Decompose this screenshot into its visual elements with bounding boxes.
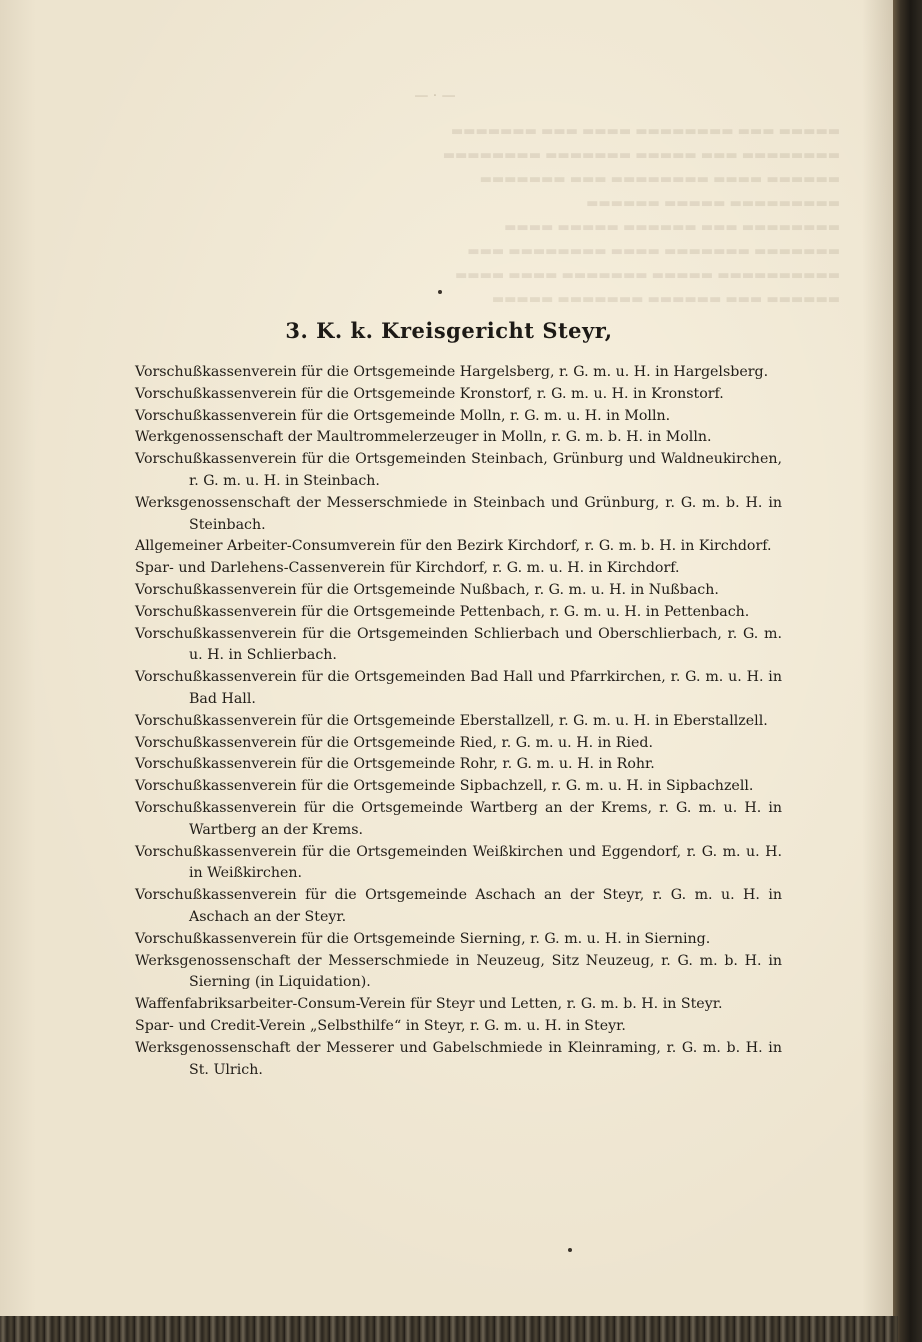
- list-item: Spar- und Darlehens-Cassenverein für Kirchdorf, r. G. m. u. H. in Kirchdorf.: [135, 560, 680, 577]
- list-item: Vorschußkassenverein für die Ortsgemeinde Eberstallzell, r. G. m. u. H. in Eberstallzell.: [135, 712, 768, 729]
- list-item: Vorschußkassenverein für die Ortsgemeinde Sipbachzell, r. G. m. u. H. in Sipbachzell.: [135, 778, 754, 795]
- list-item: Werksgenossenschaft der Messerschmiede in Steinbach und Grünburg, r. G. m. b. H. in Steinbach.: [135, 494, 782, 533]
- list-item: Vorschußkassenverein für die Ortsgemeinden Weißkirchen und Eggendorf, r. G. m. u. H. in Weißkirchen.: [135, 843, 782, 882]
- list-item: Vorschußkassenverein für die Ortsgemeinde Aschach an der Steyr, r. G. m. u. H. in Aschach an der Steyr.: [135, 887, 782, 925]
- list-item: Werkgenossenschaft der Maultrommelerzeuger in Molln, r. G. m. b. H. in Molln.: [135, 429, 712, 446]
- list-item: Vorschußkassenverein für die Ortsgemeinde Kronstorf, r. G. m. u. H. in Kronstorf.: [135, 385, 724, 402]
- list-item: Werksgenossenschaft der Messerschmiede in Neuzeug, Sitz Neuzeug, r. G. m. b. H. in Sierning (in Liquidation).: [135, 952, 782, 991]
- list-item: Vorschußkassenverein für die Ortsgemeinde Rohr, r. G. m. u. H. in Rohr.: [135, 756, 655, 773]
- bleed-through-text: ▬▬▬▬▬ ▬▬▬ ▬▬▬▬▬▬▬▬ ▬▬▬▬ ▬▬▬ ▬▬▬▬▬▬▬ ▬▬▬▬▬▬▬▬ ▬▬▬ ▬▬▬▬▬ ▬▬▬▬▬▬▬ ▬▬▬▬▬▬▬▬ ▬▬▬▬▬▬ ▬▬▬▬ ▬▬▬▬▬▬▬▬ ▬▬▬ ▬▬▬▬▬▬▬ ▬▬▬▬▬▬▬▬▬ ▬▬▬▬▬ ▬▬▬▬▬▬ ▬▬▬▬▬▬▬▬ ▬▬▬ ▬▬▬▬▬▬ ▬▬▬▬▬ ▬▬▬▬ ▬▬▬▬▬▬▬ ▬▬▬▬▬▬▬ ▬▬▬▬ ▬▬▬▬▬▬▬▬ ▬▬▬ ▬▬▬▬▬▬▬▬▬▬ ▬▬▬▬▬ ▬▬▬▬▬▬▬ ▬▬▬▬ ▬▬▬▬ ▬▬▬▬▬▬ ▬▬▬ ▬▬▬▬▬▬ ▬▬▬▬▬▬▬ ▬▬▬▬▬: [442, 124, 840, 307]
- ink-speck: [568, 1248, 572, 1252]
- list-item: Werksgenossenschaft der Messerer und Gabelschmiede in Kleinraming, r. G. m. b. H. in St. Ulrich.: [135, 1039, 782, 1078]
- list-item: Vorschußkassenverein für die Ortsgemeinde Nußbach, r. G. m. u. H. in Nußbach.: [135, 581, 719, 598]
- bleed-page-number: — · —: [414, 88, 456, 104]
- list-item: Allgemeiner Arbeiter-Consumverein für den Bezirk Kirchdorf, r. G. m. b. H. in Kirchdorf.: [135, 538, 772, 555]
- list-item: Vorschußkassenverein für die Ortsgemeinden Steinbach, Grünburg und Waldneukirchen, r. G. m. u. H. in Steinbach.: [135, 451, 782, 489]
- list-item: Spar- und Credit-Verein „Selbsthilfe“ in Steyr, r. G. m. u. H. in Steyr.: [135, 1017, 626, 1034]
- book-binding-edge: [893, 0, 922, 1342]
- list-item: Vorschußkassenverein für die Ortsgemeinden Schlierbach und Oberschlierbach, r. G. m. u. H. in Schlierbach.: [135, 625, 782, 664]
- cooperative-list: [135, 362, 782, 1081]
- list-item: Vorschußkassenverein für die Ortsgemeinde Wartberg an der Krems, r. G. m. u. H. in Wartberg an der Krems.: [135, 799, 782, 838]
- list-item: Vorschußkassenverein für die Ortsgemeinden Bad Hall und Pfarrkirchen, r. G. m. u. H. in Bad Hall.: [135, 669, 782, 707]
- list-item: Vorschußkassenverein für die Ortsgemeinde Molln, r. G. m. u. H. in Molln.: [135, 407, 671, 424]
- section-heading: 3. K. k. Kreisgericht Steyr,: [285, 318, 613, 343]
- list-item: Waffenfabriksarbeiter-Consum-Verein für Steyr und Letten, r. G. m. b. H. in Steyr.: [135, 996, 723, 1013]
- list-item: Vorschußkassenverein für die Ortsgemeinde Hargelsberg, r. G. m. u. H. in Hargelsberg.: [135, 364, 769, 380]
- list-item: Vorschußkassenverein für die Ortsgemeinde Pettenbach, r. G. m. u. H. in Pettenbach.: [135, 603, 750, 620]
- page-bottom-edge: [0, 1316, 898, 1342]
- list-item: Vorschußkassenverein für die Ortsgemeinde Sierning, r. G. m. u. H. in Sierning.: [135, 930, 711, 947]
- list-item: Vorschußkassenverein für die Ortsgemeinde Ried, r. G. m. u. H. in Ried.: [135, 734, 653, 751]
- ink-speck: [438, 290, 442, 294]
